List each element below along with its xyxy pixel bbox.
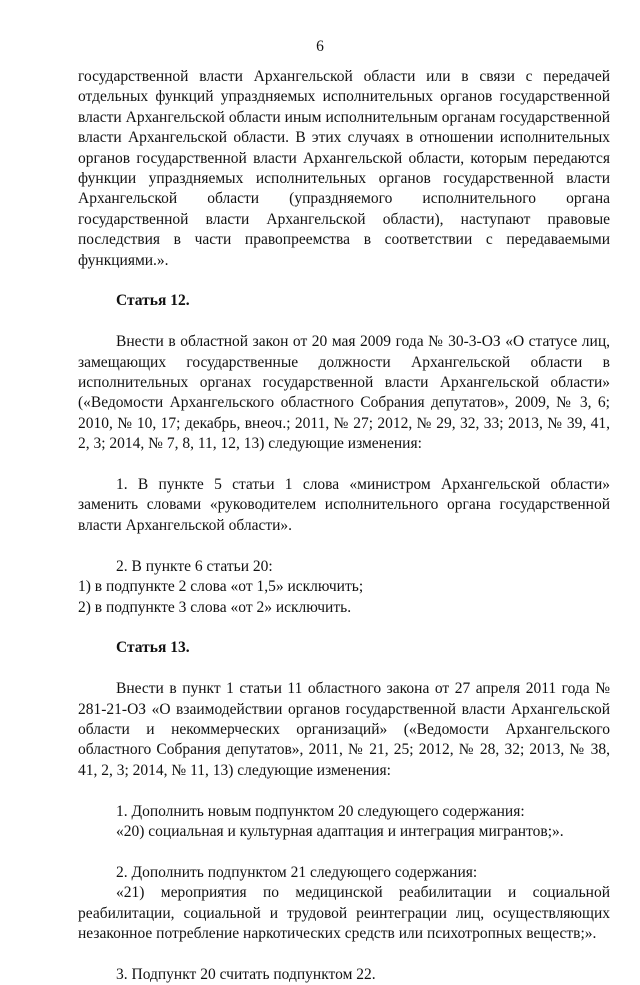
- article-13-item-1-quote: «20) социальная и культурная адаптация и интеграция мигрантов;».: [116, 822, 564, 840]
- article-13-item-3: 3. Подпункт 20 считать подпунктом 22.: [116, 965, 376, 983]
- article-12-heading: Статья 12.: [116, 292, 190, 310]
- spacer: [78, 455, 610, 475]
- spacer: [78, 312, 610, 332]
- article-12-item-1: 1. В пункте 5 статьи 1 слова «министром Архангельской области» заменить словами «руководителем исполнительного органа государственной власти Архангельской области».: [78, 476, 610, 534]
- article-13-intro: Внести в пункт 1 статьи 11 областного закона от 27 апреля 2011 года № 281-21-ОЗ «О взаимодействии органов государственной власти Архангельской области и некоммерческих организаций» («Ведомости Архангельского областного Собрания депутатов», 2011, № 21, 25; 2012, № 28, 32; 2013, № 38, 41, 2, 3; 2014, № 11, 13) следующие изменения:: [78, 680, 610, 779]
- spacer: [78, 944, 610, 964]
- article-12-item-2: 2. В пункте 6 статьи 20:: [116, 557, 273, 575]
- spacer: [78, 271, 610, 291]
- spacer: [78, 536, 610, 556]
- article-13-item-1: 1. Дополнить новым подпунктом 20 следующего содержания:: [116, 802, 525, 820]
- article-13-heading: Статья 13.: [116, 639, 190, 657]
- article-13-item-2-quote: «21) мероприятия по медицинской реабилитации и социальной реабилитации, социальной и трудовой реинтеграции лиц, осуществляющих незаконное потребление наркотических средств или психотропных веществ;».: [78, 884, 610, 942]
- article-12-item-2-sub-2: 2) в подпункте 3 слова «от 2» исключить.: [78, 598, 352, 616]
- article-12-intro: Внести в областной закон от 20 мая 2009 года № 30-3-ОЗ «О статусе лиц, замещающих государственные должности Архангельской области в исполнительных органах государственной власти Архангельской области» («Ведомости Архангельского областного Собрания депутатов», 2009, № 3, 6; 2010, № 10, 17; декабрь, внеоч.; 2011, № 27; 2012, № 29, 32, 33; 2013, № 39, 41, 2, 3; 2014, № 7, 8, 11, 12, 13) следующие изменения:: [78, 333, 610, 453]
- article-12-item-2-sub-1: 1) в подпункте 2 слова «от 1,5» исключить;: [78, 578, 364, 596]
- spacer: [78, 781, 610, 801]
- spacer: [78, 842, 610, 862]
- intro-paragraph: государственной власти Архангельской области или в связи с передачей отдельных функций упраздняемых исполнительных органов государственной власти Архангельской области иным исполнительным органам государственной власти Архангельской области. В этих случаях в отношении исполнительных органов государственной власти Архангельской области, которым передаются функции упраздняемых исполнительных органов государственной власти Архангельской области (упраздняемого исполнительного органа государственной власти Архангельской области), наступают правовые последствия в части правопреемства в соответствии с передаваемыми функциями.».: [78, 68, 610, 269]
- spacer: [78, 618, 610, 638]
- document-body: [78, 67, 610, 985]
- spacer: [78, 659, 610, 679]
- article-13-item-2: 2. Дополнить подпунктом 21 следующего содержания:: [116, 863, 478, 881]
- page-number: 6: [316, 38, 324, 55]
